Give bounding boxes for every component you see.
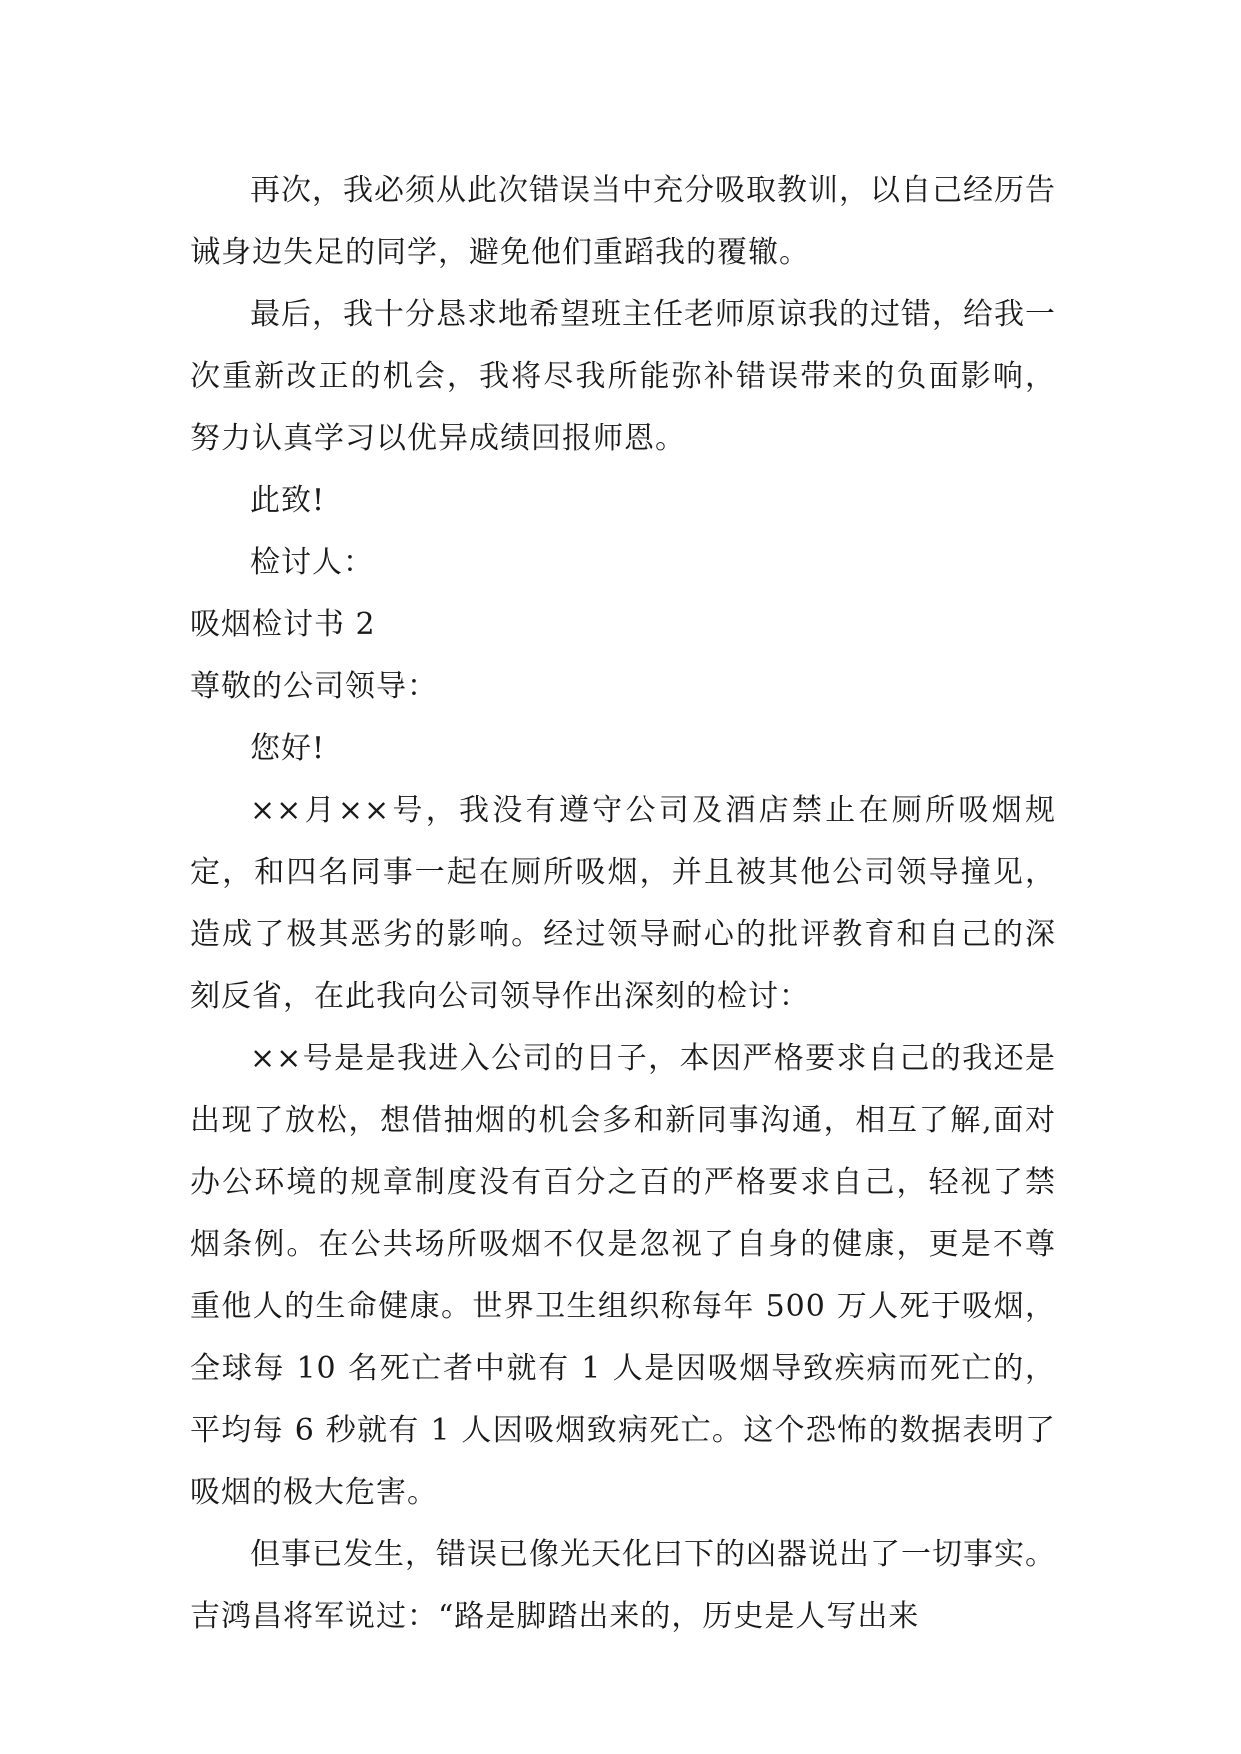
section-title: 吸烟检讨书 2 [190,607,376,642]
addressee: 尊敬的公司领导： [190,669,438,704]
greeting: 您好! [250,731,326,766]
paragraph-reflection: ××号是是我进入公司的日子，本因严格要求自己的我还是出现了放松，想借抽烟的机会多和新同事沟通，相互了解,面对办公环境的规章制度没有百分之百的严格要求自己，轻视了禁烟条例。在公共场所吸烟不仅是忽视了自身的健康，更是不尊重他人的生命健康。世界卫生组织称每年 500 万人死于吸烟，全球每 10 名死亡者中就有 1 人是因吸烟导致疾病而死亡的，平均每 6 秒就有 1 人因吸烟致病死亡。这个恐怖的数据表明了吸烟的极大危害。 [190,1041,1056,1510]
paragraph-incident: ××月××号，我没有遵守公司及酒店禁止在厕所吸烟规定，和四名同事一起在厕所吸烟，并且被其他公司领导撞见，造成了极其恶劣的影响。经过领导耐心的批评教育和自己的深刻反省，在此我向公司领导作出深刻的检讨： [190,793,1056,1014]
signature-line: 检讨人： [250,545,374,580]
paragraph-lesson: 再次，我必须从此次错误当中充分吸取教训，以自己经历告诫身边失足的同学，避免他们重蹈我的覆辙。 [190,173,1056,270]
paragraph-plea: 最后，我十分恳求地希望班主任老师原谅我的过错，给我一次重新改正的机会，我将尽我所能弥补错误带来的负面影响，努力认真学习以优异成绩回报师恩。 [190,297,1056,456]
closing-salutation: 此致! [250,483,326,518]
document-body [190,160,1056,1648]
paragraph-conclusion: 但事已发生，错误已像光天化曰下的凶器说出了一切事实。吉鸿昌将军说过：“路是脚踏出来的，历史是人写出来 [190,1537,1056,1634]
